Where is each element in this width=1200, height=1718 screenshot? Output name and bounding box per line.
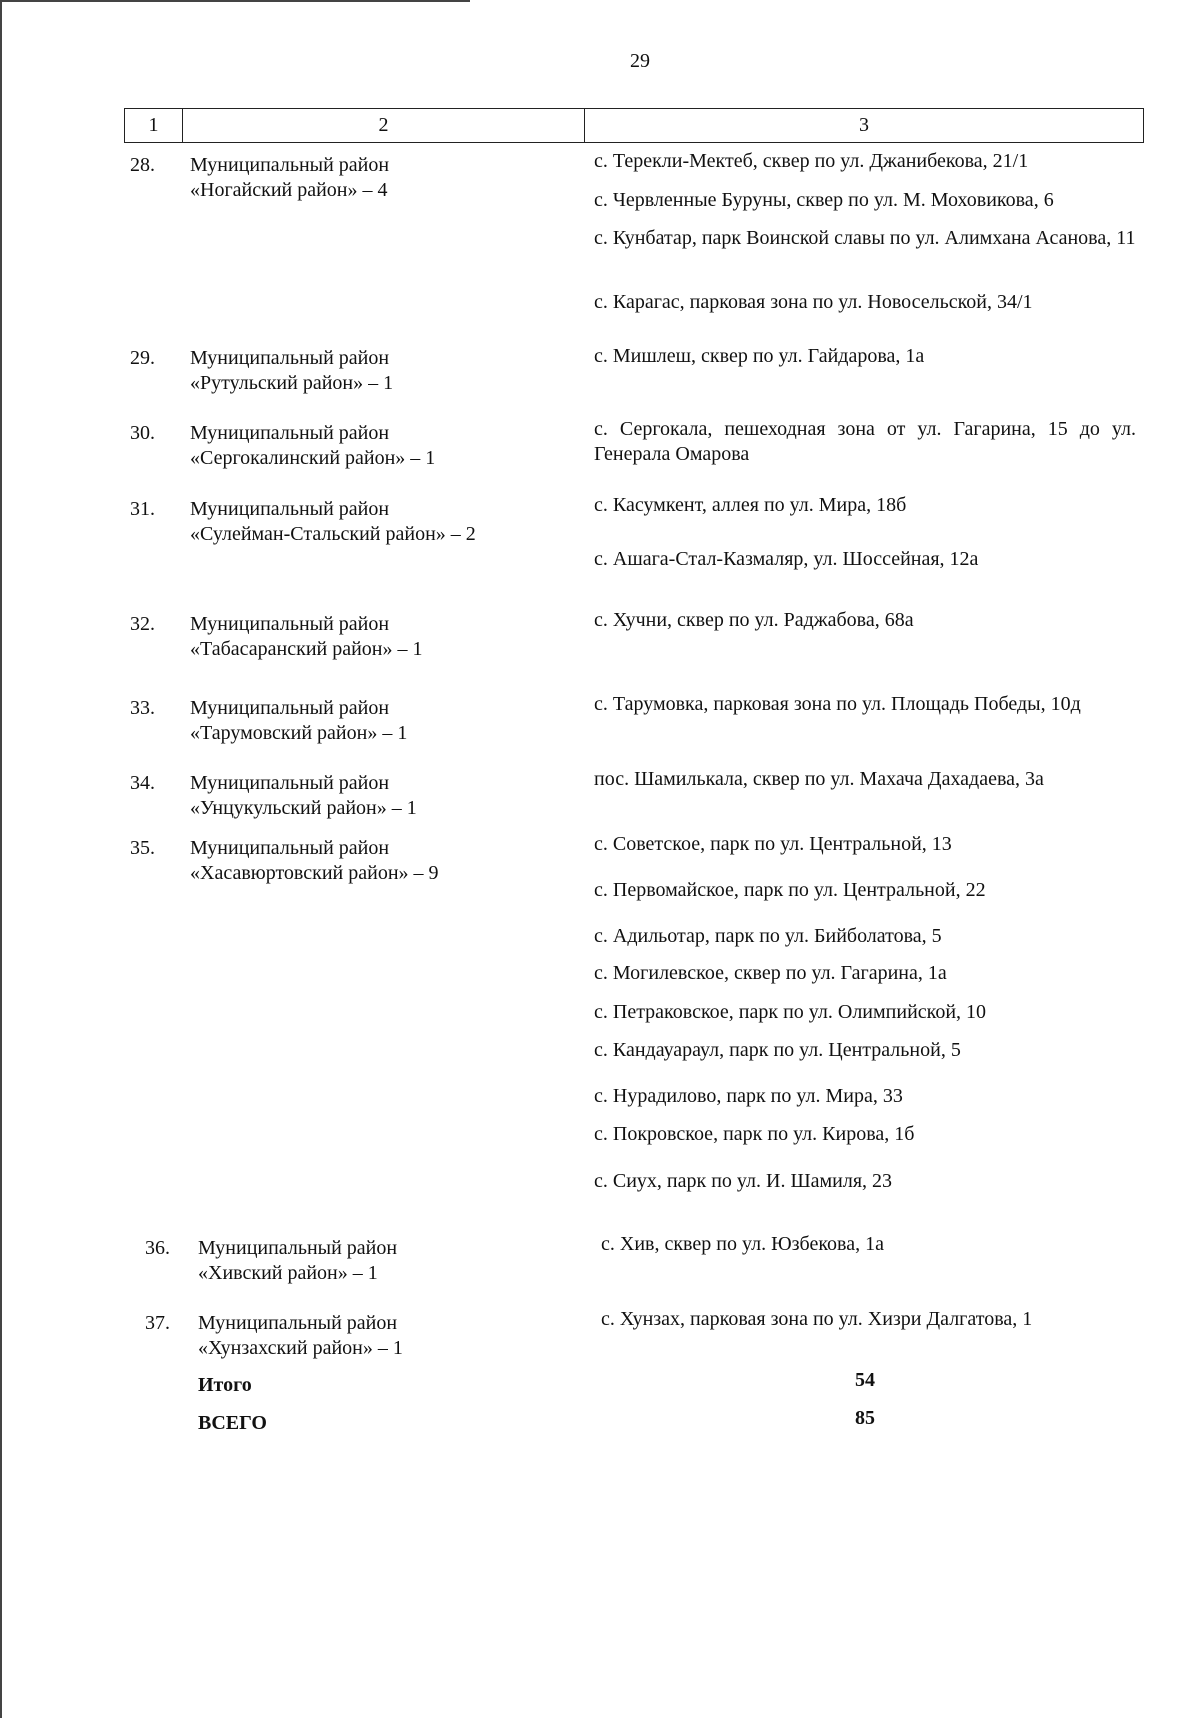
location-item: с. Покровское, парк по ул. Кирова, 1б — [594, 1123, 915, 1145]
district-line: Муниципальный район — [190, 154, 390, 176]
total-value: 54 — [855, 1369, 875, 1391]
district-cell — [190, 771, 580, 821]
row-number: 36. — [145, 1237, 170, 1259]
district-line: «Унцукульский район» – 1 — [190, 797, 417, 819]
location-item: с. Хив, сквер по ул. Юзбекова, 1а — [601, 1233, 884, 1255]
district-cell — [198, 1311, 588, 1361]
location-item: с. Ашага-Стал-Казмаляр, ул. Шоссейная, 12а — [594, 548, 979, 570]
location-item: с. Мишлеш, сквер по ул. Гайдарова, 1а — [594, 345, 925, 367]
column-header-3: 3 — [859, 114, 869, 136]
district-line: Муниципальный район — [198, 1312, 398, 1334]
location-item: с. Тарумовка, парковая зона по ул. Площадь Победы, 10д — [594, 693, 1081, 715]
district-line: Муниципальный район — [190, 498, 390, 520]
row-number: 35. — [130, 837, 155, 859]
district-line: Муниципальный район — [190, 837, 390, 859]
district-line: «Табасаранский район» – 1 — [190, 638, 423, 660]
district-cell — [190, 346, 580, 396]
page-number: 29 — [630, 50, 650, 72]
grand-total-value: 85 — [855, 1407, 875, 1429]
location-item: с. Хунзах, парковая зона по ул. Хизри Далгатова, 1 — [601, 1308, 1033, 1330]
location-item: с. Советское, парк по ул. Центральной, 13 — [594, 833, 952, 855]
district-line: Муниципальный район — [190, 697, 390, 719]
district-line: «Сергокалинский район» – 1 — [190, 447, 436, 469]
district-line: Муниципальный район — [190, 772, 390, 794]
row-number: 30. — [130, 422, 155, 444]
location-item: с. Карагас, парковая зона по ул. Новосельской, 34/1 — [594, 291, 1033, 313]
row-number: 34. — [130, 772, 155, 794]
column-header-1: 1 — [125, 109, 183, 142]
column-header-2: 2 — [183, 109, 585, 142]
district-cell — [190, 497, 580, 547]
location-item: с. Сиух, парк по ул. И. Шамиля, 23 — [594, 1170, 893, 1192]
row-number: 29. — [130, 347, 155, 369]
location-item: с. Сергокала, пешеходная зона от ул. Гагарина, 15 до ул. Генерала Омарова — [594, 418, 1136, 465]
district-line: Муниципальный район — [190, 347, 390, 369]
row-number: 31. — [130, 498, 155, 520]
table-header — [124, 108, 1144, 143]
location-item: с. Первомайское, парк по ул. Центральной, 22 — [594, 879, 986, 901]
grand-total-label: ВСЕГО — [198, 1412, 267, 1434]
location-item: с. Касумкент, аллея по ул. Мира, 18б — [594, 494, 907, 516]
district-line: «Сулейман-Стальский район» – 2 — [190, 523, 476, 545]
district-line: «Ногайский район» – 4 — [190, 179, 388, 201]
scan-edge-left — [0, 0, 2, 1718]
location-item: с. Нурадилово, парк по ул. Мира, 33 — [594, 1085, 903, 1107]
location-item: с. Петраковское, парк по ул. Олимпийской, 10 — [594, 1001, 987, 1023]
district-line: «Рутульский район» – 1 — [190, 372, 394, 394]
row-number: 37. — [145, 1312, 170, 1334]
location-item: с. Кандауараул, парк по ул. Центральной, 5 — [594, 1039, 961, 1061]
total-label: Итого — [198, 1374, 252, 1396]
district-cell — [190, 421, 580, 471]
district-line: Муниципальный район — [198, 1237, 398, 1259]
location-item: с. Терекли-Мектеб, сквер по ул. Джанибекова, 21/1 — [594, 150, 1029, 172]
location-item: пос. Шамилькала, сквер по ул. Махача Дахадаева, 3а — [594, 768, 1044, 790]
district-cell — [190, 153, 580, 203]
location-item: с. Кунбатар, парк Воинской славы по ул. Алимхана Асанова, 11 — [594, 227, 1136, 249]
district-line: «Хунзахский район» – 1 — [198, 1337, 403, 1359]
row-number: 33. — [130, 697, 155, 719]
district-line: Муниципальный район — [190, 422, 390, 444]
location-item: с. Могилевское, сквер по ул. Гагарина, 1а — [594, 962, 947, 984]
district-line: Муниципальный район — [190, 613, 390, 635]
district-cell — [198, 1236, 588, 1286]
district-line: «Хасавюртовский район» – 9 — [190, 862, 439, 884]
district-cell — [190, 612, 580, 662]
district-cell — [190, 836, 580, 886]
row-number: 28. — [130, 154, 155, 176]
location-item: с. Хучни, сквер по ул. Раджабова, 68а — [594, 609, 914, 631]
location-item: с. Адильотар, парк по ул. Бийболатова, 5 — [594, 925, 942, 947]
district-line: «Хивский район» – 1 — [198, 1262, 378, 1284]
district-line: «Тарумовский район» – 1 — [190, 722, 408, 744]
district-cell — [190, 696, 580, 746]
row-number: 32. — [130, 613, 155, 635]
location-item: с. Червленные Буруны, сквер по ул. М. Моховикова, 6 — [594, 189, 1054, 211]
scan-edge-top — [0, 0, 470, 2]
